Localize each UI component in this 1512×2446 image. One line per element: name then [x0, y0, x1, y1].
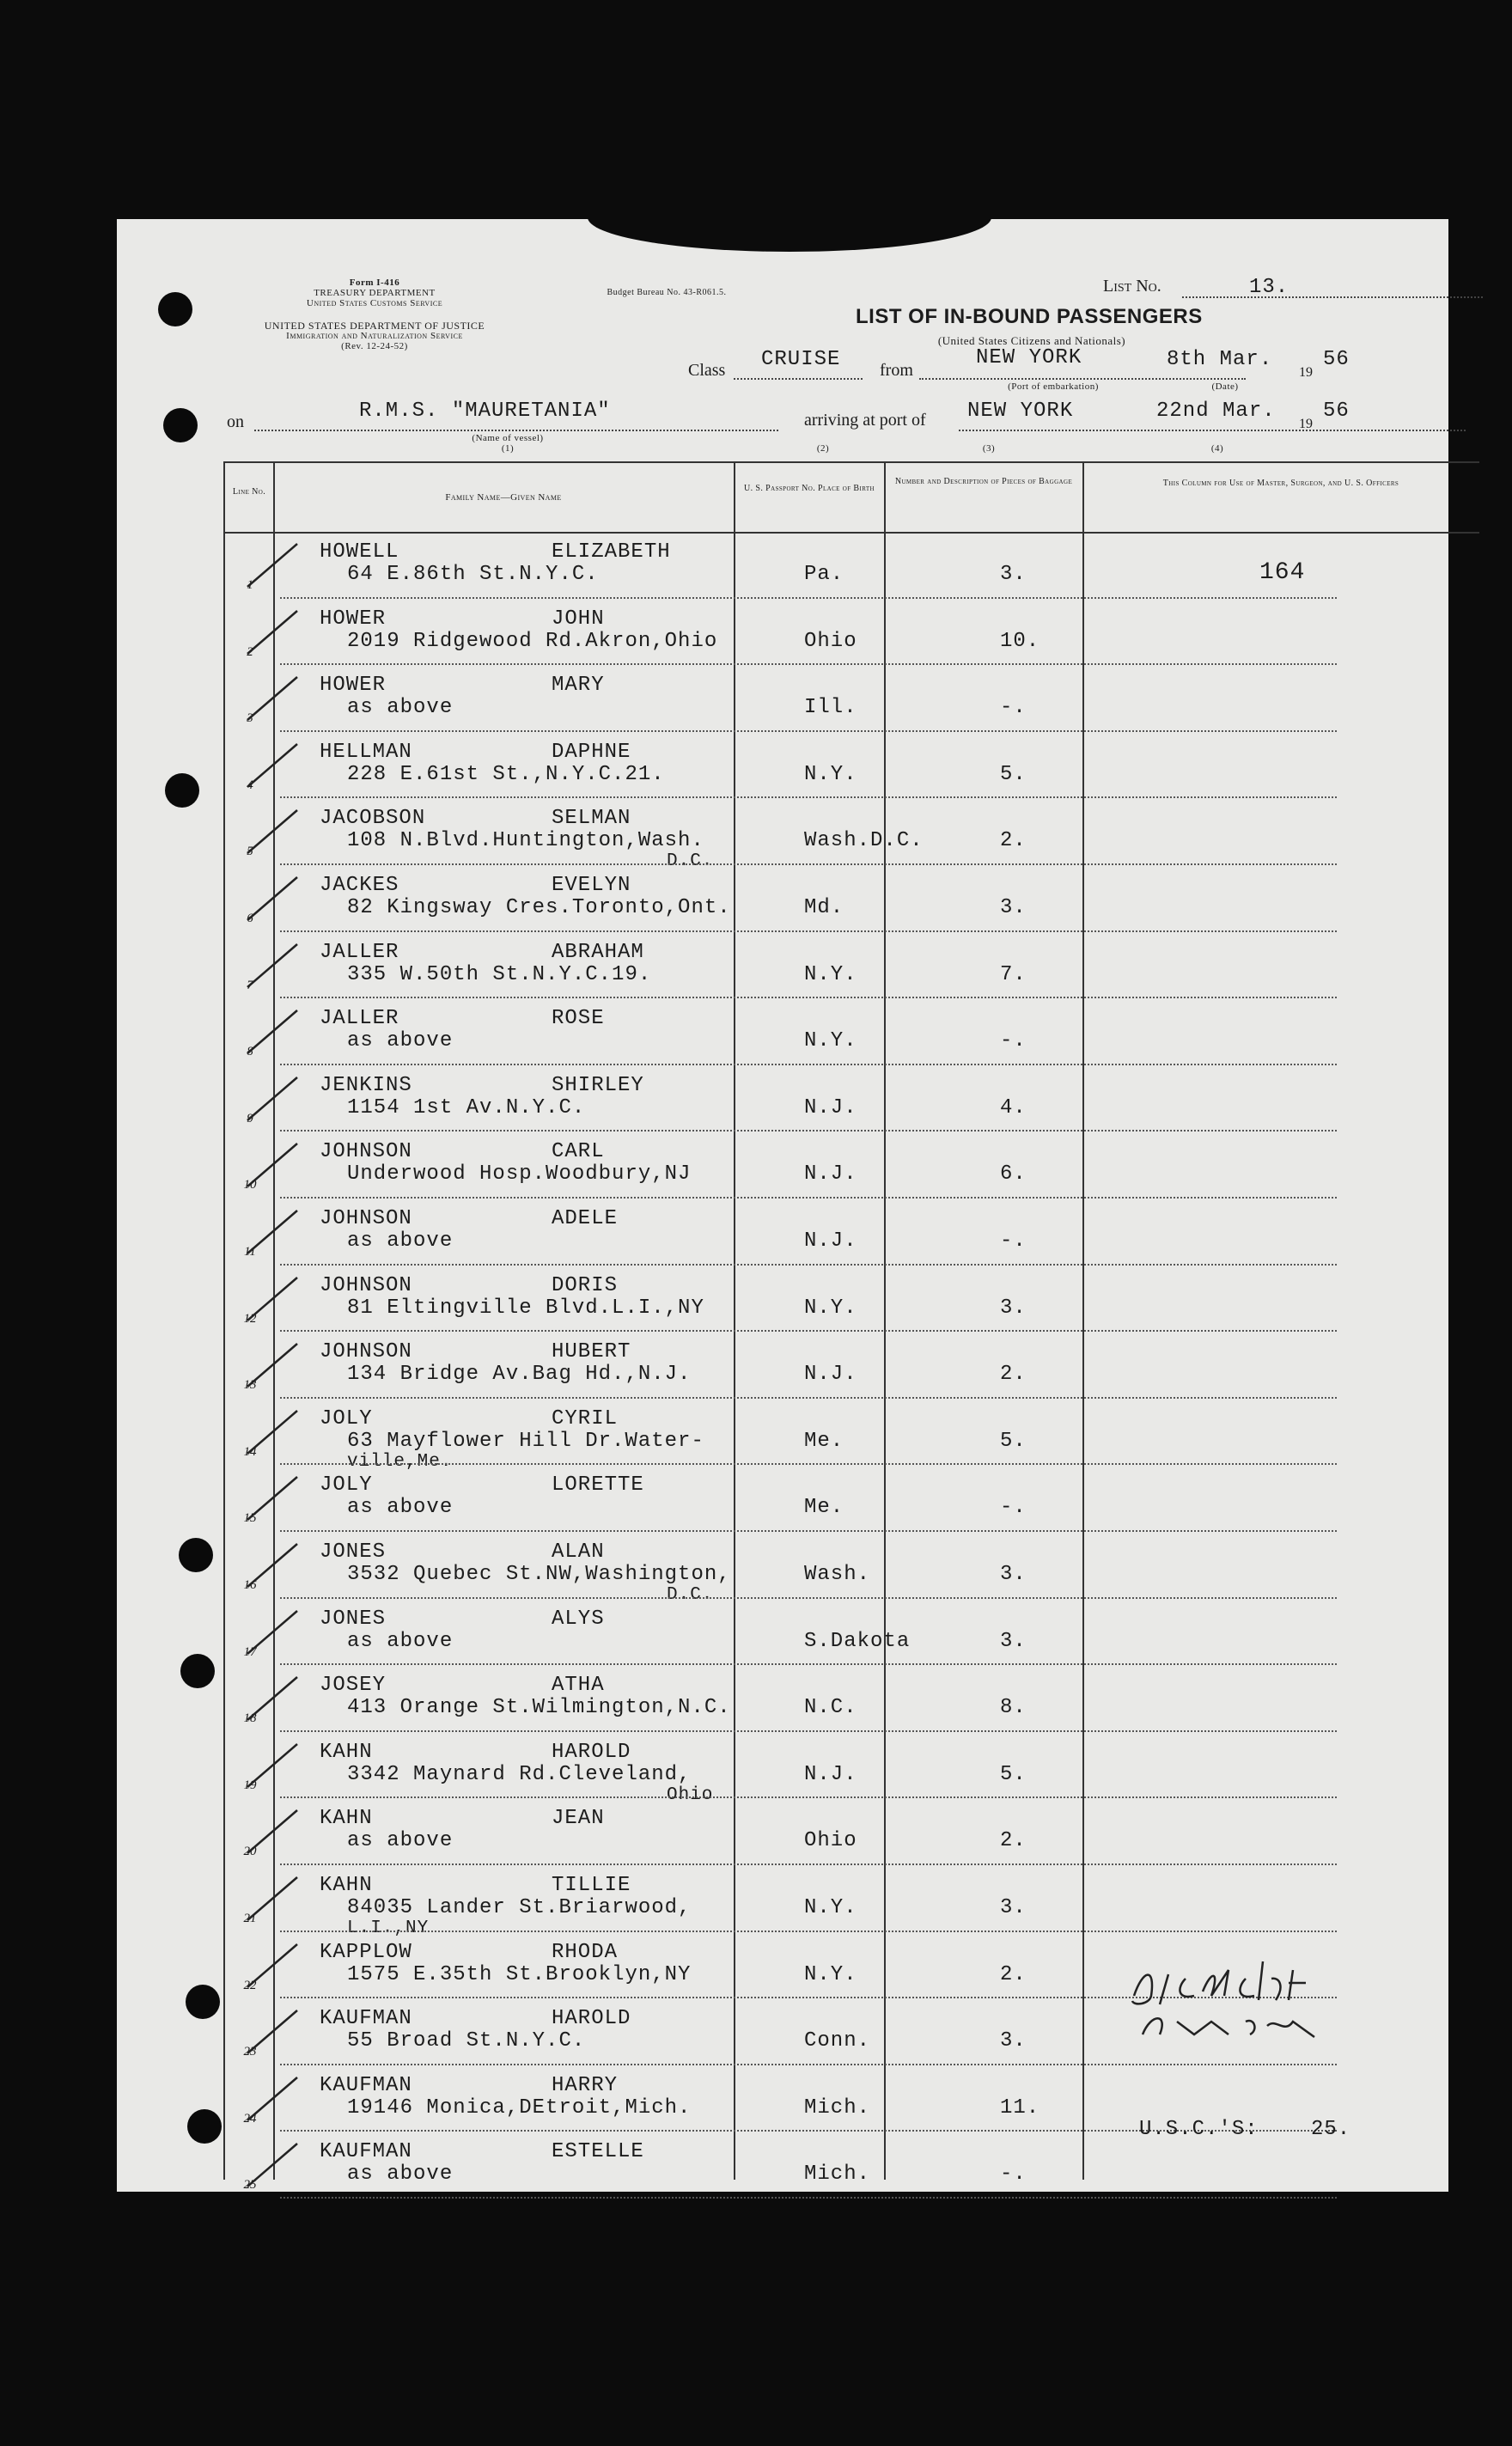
- family-name: JONES: [320, 1607, 387, 1631]
- row-separator: [280, 1597, 1337, 1599]
- row-separator: [280, 1264, 1337, 1266]
- line-number: 24: [243, 2111, 257, 2126]
- line-number: 23: [243, 2045, 257, 2059]
- baggage-count: 2.: [1000, 1962, 1027, 1986]
- family-name: JOHNSON: [320, 1207, 412, 1230]
- baggage-count: -.: [1000, 1229, 1027, 1253]
- binder-hole: [179, 1538, 213, 1572]
- row-separator: [280, 863, 1337, 865]
- address: as above: [347, 696, 454, 720]
- line-number: 10: [243, 1178, 257, 1193]
- row-separator: [280, 1730, 1337, 1732]
- tick-mark: [246, 805, 306, 857]
- tick-mark: [246, 672, 306, 723]
- line-number: 20: [243, 1845, 257, 1859]
- row-separator: [280, 597, 1337, 599]
- row-separator: [280, 1064, 1337, 1065]
- tick-mark: [246, 2005, 306, 2057]
- place-of-birth: N.C.: [804, 1696, 857, 1720]
- address: 64 E.86th St.N.Y.C.: [347, 563, 599, 586]
- line-number: 17: [243, 1644, 257, 1659]
- family-name: JOLY: [320, 1473, 373, 1497]
- place-of-birth: N.J.: [804, 1363, 857, 1387]
- baggage-count: 5.: [1000, 1762, 1027, 1786]
- address: 81 Eltingville Blvd.L.I.,NY: [347, 1296, 704, 1320]
- address: as above: [347, 1496, 454, 1520]
- departure-year: 56: [1323, 348, 1350, 371]
- vessel-name: R.M.S. "MAURETANIA": [359, 400, 611, 423]
- address: 1575 E.35th St.Brooklyn,NY: [347, 1962, 692, 1986]
- place-of-birth: S.Dakota: [804, 1629, 911, 1653]
- address-continued: ville,Me.: [347, 1451, 453, 1472]
- table-header-border: [223, 532, 1479, 534]
- given-name: HARRY: [552, 2073, 619, 2097]
- manifest-page: [117, 219, 1448, 2192]
- family-name: HOWER: [320, 674, 387, 698]
- date-caption: (Date): [1211, 381, 1239, 392]
- baggage-count: 3.: [1000, 1296, 1027, 1320]
- given-name: ATHA: [552, 1674, 605, 1698]
- row-separator: [280, 2197, 1337, 2199]
- list-no-line: [1182, 296, 1483, 298]
- place-of-birth: Wash.D.C.: [804, 829, 924, 853]
- line-number: 21: [243, 1912, 257, 1925]
- baggage-count: 3.: [1000, 1896, 1027, 1919]
- address: 3532 Quebec St.NW,Washington,: [347, 1563, 731, 1586]
- row-separator: [280, 1530, 1337, 1532]
- given-name: ALAN: [552, 1540, 605, 1564]
- vessel-caption: (Name of vessel): [472, 433, 544, 443]
- family-name: KAUFMAN: [320, 2073, 412, 2097]
- uscs-label: U.S.C.'S:: [1139, 2118, 1259, 2141]
- arrival-port: NEW YORK: [967, 400, 1074, 423]
- vessel-line: [254, 430, 778, 431]
- family-name: JOLY: [320, 1406, 373, 1430]
- page-title: LIST OF IN-BOUND PASSENGERS: [856, 305, 1203, 328]
- place-of-birth: N.J.: [804, 1095, 857, 1119]
- family-name: HOWELL: [320, 540, 399, 564]
- tick-mark: [246, 1606, 306, 1657]
- col-divider-passport: [884, 461, 886, 2180]
- address: 82 Kingsway Cres.Toronto,Ont.: [347, 896, 731, 919]
- place-of-birth: Md.: [804, 896, 844, 919]
- baggage-count: 3.: [1000, 896, 1027, 919]
- ins-service: Immigration and Naturalization Service: [286, 331, 463, 341]
- line-number: 16: [243, 1578, 257, 1592]
- address: as above: [347, 1829, 454, 1853]
- line-number: 15: [243, 1511, 257, 1526]
- address: Underwood Hosp.Woodbury,NJ: [347, 1162, 692, 1186]
- line-number: 3: [247, 711, 253, 726]
- place-of-birth: N.Y.: [804, 962, 857, 986]
- place-of-birth: Pa.: [804, 563, 844, 586]
- baggage-count: 8.: [1000, 1696, 1027, 1720]
- family-name: HELLMAN: [320, 740, 412, 764]
- given-name: RHODA: [552, 1940, 619, 1964]
- family-name: KAUFMAN: [320, 2007, 412, 2031]
- col-divider-baggage: [1082, 461, 1084, 2180]
- binder-hole: [165, 773, 199, 808]
- family-name: JACKES: [320, 874, 399, 897]
- family-name: JALLER: [320, 1007, 399, 1031]
- place-of-birth: Mich.: [804, 2162, 871, 2187]
- baggage-count: 5.: [1000, 762, 1027, 786]
- baggage-count: 5.: [1000, 1429, 1027, 1453]
- place-of-birth: Wash.: [804, 1563, 871, 1586]
- vessel-col-num: (1): [501, 443, 515, 454]
- tick-mark: [246, 1005, 306, 1057]
- line-number: 9: [247, 1111, 253, 1125]
- arrival-line: [959, 430, 1466, 431]
- family-name: KAHN: [320, 1807, 373, 1831]
- arrival-year-prefix: 19: [1299, 417, 1313, 431]
- tick-mark: [246, 1872, 306, 1924]
- baggage-count: 7.: [1000, 962, 1027, 986]
- baggage-count: 2.: [1000, 1363, 1027, 1387]
- arrival-date: 22nd Mar.: [1156, 400, 1276, 423]
- given-name: ESTELLE: [552, 2140, 644, 2164]
- treasury-dept: TREASURY DEPARTMENT: [314, 288, 436, 298]
- arriving-label: arriving at port of: [804, 411, 926, 430]
- col-num-4: (4): [1210, 443, 1224, 454]
- family-name: JOHNSON: [320, 1140, 412, 1164]
- family-name: JOHNSON: [320, 1273, 412, 1297]
- given-name: DAPHNE: [552, 740, 631, 764]
- family-name: JENKINS: [320, 1073, 412, 1097]
- col-num-3: (3): [982, 443, 996, 454]
- tick-mark: [246, 939, 306, 991]
- place-of-birth: N.J.: [804, 1762, 857, 1786]
- place-of-birth: N.Y.: [804, 1962, 857, 1986]
- given-name: ELIZABETH: [552, 540, 671, 564]
- col-header-passport: U. S. Passport No. Place of Birth: [743, 484, 875, 493]
- row-separator: [280, 796, 1337, 798]
- tick-mark: [246, 1472, 306, 1523]
- line-number: 14: [243, 1444, 257, 1459]
- row-separator: [280, 1931, 1337, 1932]
- address: 413 Orange St.Wilmington,N.C.: [347, 1696, 731, 1720]
- address-continued: D.C.: [667, 1585, 714, 1605]
- given-name: LORETTE: [552, 1473, 644, 1497]
- uscs-count: 25.: [1311, 2118, 1351, 2141]
- address: 63 Mayflower Hill Dr.Water-: [347, 1429, 704, 1453]
- line-number: 19: [243, 1778, 257, 1792]
- from-label: from: [880, 361, 913, 380]
- family-name: JOHNSON: [320, 1340, 412, 1364]
- address: as above: [347, 2162, 454, 2187]
- baggage-count: 2.: [1000, 1829, 1027, 1853]
- given-name: JOHN: [552, 607, 605, 631]
- line-number: 12: [243, 1311, 257, 1326]
- baggage-count: 6.: [1000, 1162, 1027, 1186]
- year-prefix: 19: [1299, 365, 1313, 380]
- departure-date: 8th Mar.: [1167, 348, 1273, 371]
- col-header-name: Family Name—Given Name: [445, 492, 562, 503]
- place-of-birth: Mich.: [804, 2095, 871, 2120]
- address: 19146 Monica,DEtroit,Mich.: [347, 2095, 692, 2120]
- tick-mark: [246, 1805, 306, 1857]
- baggage-count: 3.: [1000, 1563, 1027, 1586]
- tick-mark: [246, 606, 306, 657]
- baggage-count: 3.: [1000, 1629, 1027, 1653]
- table-top-border: [223, 461, 1479, 463]
- row-separator: [280, 2064, 1337, 2065]
- address-continued: D.C.: [667, 851, 714, 872]
- given-name: ADELE: [552, 1207, 619, 1230]
- given-name: CYRIL: [552, 1406, 619, 1430]
- from-line: [919, 378, 1246, 380]
- family-name: JALLER: [320, 940, 399, 964]
- table-left-border: [223, 461, 225, 2180]
- address-continued: Ohio: [667, 1784, 714, 1805]
- col-header-baggage: Number and Description of Pieces of Baggage: [894, 477, 1073, 486]
- given-name: SHIRLEY: [552, 1073, 644, 1097]
- tick-mark: [246, 1939, 306, 1991]
- line-number: 22: [243, 1978, 257, 1992]
- col-header-officers: This Column for Use of Master, Surgeon, and U. S. Officers: [1162, 479, 1399, 488]
- family-name: KAPPLOW: [320, 1940, 412, 1964]
- place-of-birth: Ill.: [804, 696, 857, 720]
- class-label: Class: [688, 361, 726, 380]
- baggage-count: 3.: [1000, 563, 1027, 586]
- address: 2019 Ridgewood Rd.Akron,Ohio: [347, 629, 718, 653]
- tick-mark: [246, 1205, 306, 1257]
- family-name: JACOBSON: [320, 807, 426, 831]
- row-separator: [280, 663, 1337, 665]
- row-separator: [280, 997, 1337, 998]
- row-separator: [280, 1663, 1337, 1665]
- baggage-count: -.: [1000, 1029, 1027, 1053]
- binder-hole: [187, 2109, 222, 2144]
- line-number: 2: [247, 644, 253, 659]
- binder-hole: [180, 1654, 215, 1688]
- port-embark-caption: (Port of embarkation): [1008, 381, 1099, 392]
- given-name: ABRAHAM: [552, 940, 644, 964]
- binder-hole: [158, 292, 192, 326]
- place-of-birth: N.J.: [804, 1229, 857, 1253]
- line-number: 1: [247, 578, 253, 592]
- place-of-birth: N.J.: [804, 1162, 857, 1186]
- address: as above: [347, 1029, 454, 1053]
- place-of-birth: Me.: [804, 1496, 844, 1520]
- arrival-year: 56: [1323, 400, 1350, 423]
- line-number: 6: [247, 912, 253, 925]
- row-separator: [280, 1397, 1337, 1399]
- tick-mark: [246, 1072, 306, 1124]
- address: 84035 Lander St.Briarwood,: [347, 1896, 692, 1919]
- binder-hole: [186, 1985, 220, 2019]
- given-name: ALYS: [552, 1607, 605, 1631]
- page-notch: [588, 217, 991, 252]
- list-no-value: 13.: [1249, 276, 1289, 299]
- tick-mark: [246, 1272, 306, 1324]
- tick-mark: [246, 539, 306, 590]
- given-name: JEAN: [552, 1807, 605, 1831]
- row-separator: [280, 930, 1337, 932]
- family-name: KAHN: [320, 1740, 373, 1764]
- row-separator: [280, 1130, 1337, 1132]
- family-name: HOWER: [320, 607, 387, 631]
- budget-bureau: Budget Bureau No. 43-R061.5.: [607, 288, 727, 297]
- baggage-count: 11.: [1000, 2095, 1040, 2120]
- address: 134 Bridge Av.Bag Hd.,N.J.: [347, 1363, 692, 1387]
- officer-signature: [1117, 1953, 1375, 2047]
- baggage-count: -.: [1000, 1496, 1027, 1520]
- place-of-birth: Ohio: [804, 1829, 857, 1853]
- baggage-count: 4.: [1000, 1095, 1027, 1119]
- address: 108 N.Blvd.Huntington,Wash.: [347, 829, 704, 853]
- row-separator: [280, 730, 1337, 732]
- line-number: 18: [243, 1711, 257, 1726]
- line-number: 25: [243, 2178, 257, 2193]
- tick-mark: [246, 1406, 306, 1457]
- address: as above: [347, 1229, 454, 1253]
- row-separator: [280, 1330, 1337, 1332]
- address: 55 Broad St.N.Y.C.: [347, 2029, 586, 2053]
- form-revision: (Rev. 12-24-52): [341, 341, 408, 351]
- customs-service: United States Customs Service: [306, 298, 443, 308]
- baggage-count: 3.: [1000, 2029, 1027, 2053]
- given-name: SELMAN: [552, 807, 631, 831]
- col-divider-name: [734, 461, 735, 2180]
- family-name: KAHN: [320, 1874, 373, 1897]
- officer-note: 164: [1259, 559, 1306, 586]
- line-number: 7: [247, 978, 253, 992]
- given-name: HAROLD: [552, 2007, 631, 2031]
- place-of-birth: Conn.: [804, 2029, 871, 2053]
- family-name: JONES: [320, 1540, 387, 1564]
- place-of-birth: N.Y.: [804, 1896, 857, 1919]
- address: 3342 Maynard Rd.Cleveland,: [347, 1762, 692, 1786]
- from-value: NEW YORK: [976, 346, 1082, 369]
- col-num-2: (2): [816, 443, 830, 454]
- given-name: ROSE: [552, 1007, 605, 1031]
- place-of-birth: N.Y.: [804, 1029, 857, 1053]
- line-number: 13: [243, 1378, 257, 1393]
- address: as above: [347, 1629, 454, 1653]
- tick-mark: [246, 2072, 306, 2124]
- class-value: CRUISE: [761, 348, 841, 371]
- place-of-birth: N.Y.: [804, 762, 857, 786]
- place-of-birth: Me.: [804, 1429, 844, 1453]
- place-of-birth: Ohio: [804, 629, 857, 653]
- address: 228 E.61st St.,N.Y.C.21.: [347, 762, 665, 786]
- form-number: Form I-416: [349, 278, 400, 288]
- place-of-birth: N.Y.: [804, 1296, 857, 1320]
- tick-mark: [246, 1539, 306, 1590]
- row-separator: [280, 1197, 1337, 1199]
- baggage-count: 10.: [1000, 629, 1040, 653]
- given-name: HUBERT: [552, 1340, 631, 1364]
- list-no-label: List No.: [1103, 277, 1161, 296]
- class-line: [734, 378, 863, 380]
- given-name: HAROLD: [552, 1740, 631, 1764]
- baggage-count: -.: [1000, 696, 1027, 720]
- address: 1154 1st Av.N.Y.C.: [347, 1095, 586, 1119]
- address: 335 W.50th St.N.Y.C.19.: [347, 962, 652, 986]
- given-name: DORIS: [552, 1273, 619, 1297]
- tick-mark: [246, 1339, 306, 1390]
- on-label: on: [227, 412, 244, 431]
- given-name: TILLIE: [552, 1874, 631, 1897]
- tick-mark: [246, 1672, 306, 1723]
- row-separator: [280, 1463, 1337, 1465]
- given-name: CARL: [552, 1140, 605, 1164]
- family-name: KAUFMAN: [320, 2140, 412, 2164]
- given-name: MARY: [552, 674, 605, 698]
- tick-mark: [246, 1739, 306, 1790]
- justice-dept: UNITED STATES DEPARTMENT OF JUSTICE: [264, 320, 485, 332]
- address-continued: L.I.,NY: [347, 1918, 430, 1938]
- tick-mark: [246, 1138, 306, 1190]
- col-header-line-no: Line No.: [232, 487, 266, 497]
- baggage-count: 2.: [1000, 829, 1027, 853]
- page-subtitle: (United States Citizens and Nationals): [937, 334, 1126, 347]
- row-separator: [280, 1863, 1337, 1865]
- given-name: EVELYN: [552, 874, 631, 897]
- line-number: 11: [244, 1245, 256, 1259]
- binder-hole: [163, 408, 198, 442]
- row-separator: [280, 1796, 1337, 1798]
- line-number: 4: [247, 778, 253, 792]
- line-number: 5: [247, 845, 253, 859]
- tick-mark: [246, 872, 306, 924]
- tick-mark: [246, 739, 306, 790]
- family-name: JOSEY: [320, 1674, 387, 1698]
- baggage-count: -.: [1000, 2162, 1027, 2187]
- line-number: 8: [247, 1045, 253, 1059]
- tick-mark: [246, 2138, 306, 2190]
